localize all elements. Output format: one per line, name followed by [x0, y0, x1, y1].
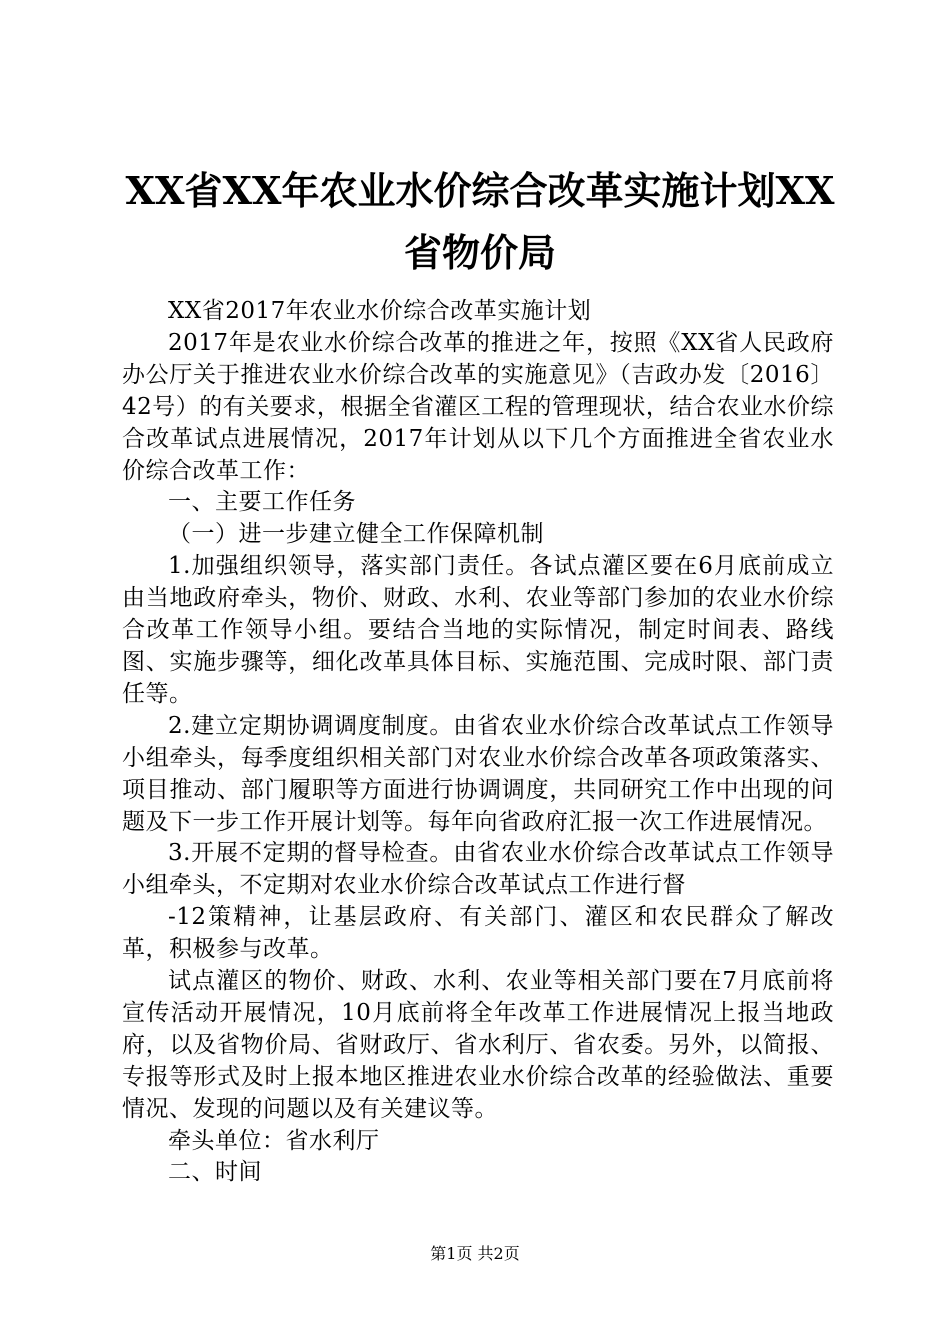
paragraph-item-3: 3.开展不定期的督导检查。由省农业水价综合改革试点工作领导小组牵头，不定期对农业水价综合改革试点工作进行督	[122, 840, 834, 899]
document-title: XX省XX年农业水价综合改革实施计划XX省物价局	[125, 168, 835, 275]
heading-main-tasks: 一、主要工作任务	[168, 489, 356, 516]
paragraph-intro: 2017年是农业水价综合改革的推进之年，按照《XX省人民政府办公厅关于推进农业水价综合改革的实施意见》（吉政办发〔2016〕42号）的有关要求，根据全省灌区工程的管理现状，结合农业水价综合改革试点进展情况，2017年计划从以下几个方面推进全省农业水价综合改革工作：	[122, 329, 834, 484]
heading-time: 二、时间	[168, 1159, 262, 1186]
paragraph-plan-name: XX省2017年农业水价综合改革实施计划	[168, 298, 592, 324]
paragraph-item-1: 1.加强组织领导，落实部门责任。各试点灌区要在6月底前成立由当地政府牵头，物价、财政、水利、农业等部门参加的农业水价综合改革工作领导小组。要结合当地的实际情况，制定时间表、路线图、实施步骤等，细化改革具体目标、实施范围、完成时限、部门责任等。	[122, 553, 834, 707]
page-footer: 第1页 共2页	[430, 1244, 520, 1263]
document-body	[122, 296, 834, 1189]
paragraph-reporting: 试点灌区的物价、财政、水利、农业等相关部门要在7月底前将宣传活动开展情况，10月底前将全年改革工作进展情况上报当地政府，以及省物价局、省财政厅、省水利厅、省农委。另外，以简报、专报等形式及时上报本地区推进农业水价综合改革的经验做法、重要情况、发现的问题以及有关建议等。	[122, 968, 834, 1122]
paragraph-item-2: 2.建立定期协调调度制度。由省农业水价综合改革试点工作领导小组牵头，每季度组织相关部门对农业水价综合改革各项政策落实、项目推动、部门履职等方面进行协调调度，共同研究工作中出现的问题及下一步工作开展计划等。每年向省政府汇报一次工作进展情况。	[122, 712, 834, 835]
heading-subsection-1: （一）进一步建立健全工作保障机制	[168, 521, 544, 548]
paragraph-lead-unit: 牵头单位：省水利厅	[168, 1127, 380, 1154]
paragraph-continuation: -12策精神，让基层政府、有关部门、灌区和农民群众了解改革，积极参与改革。	[122, 904, 834, 963]
